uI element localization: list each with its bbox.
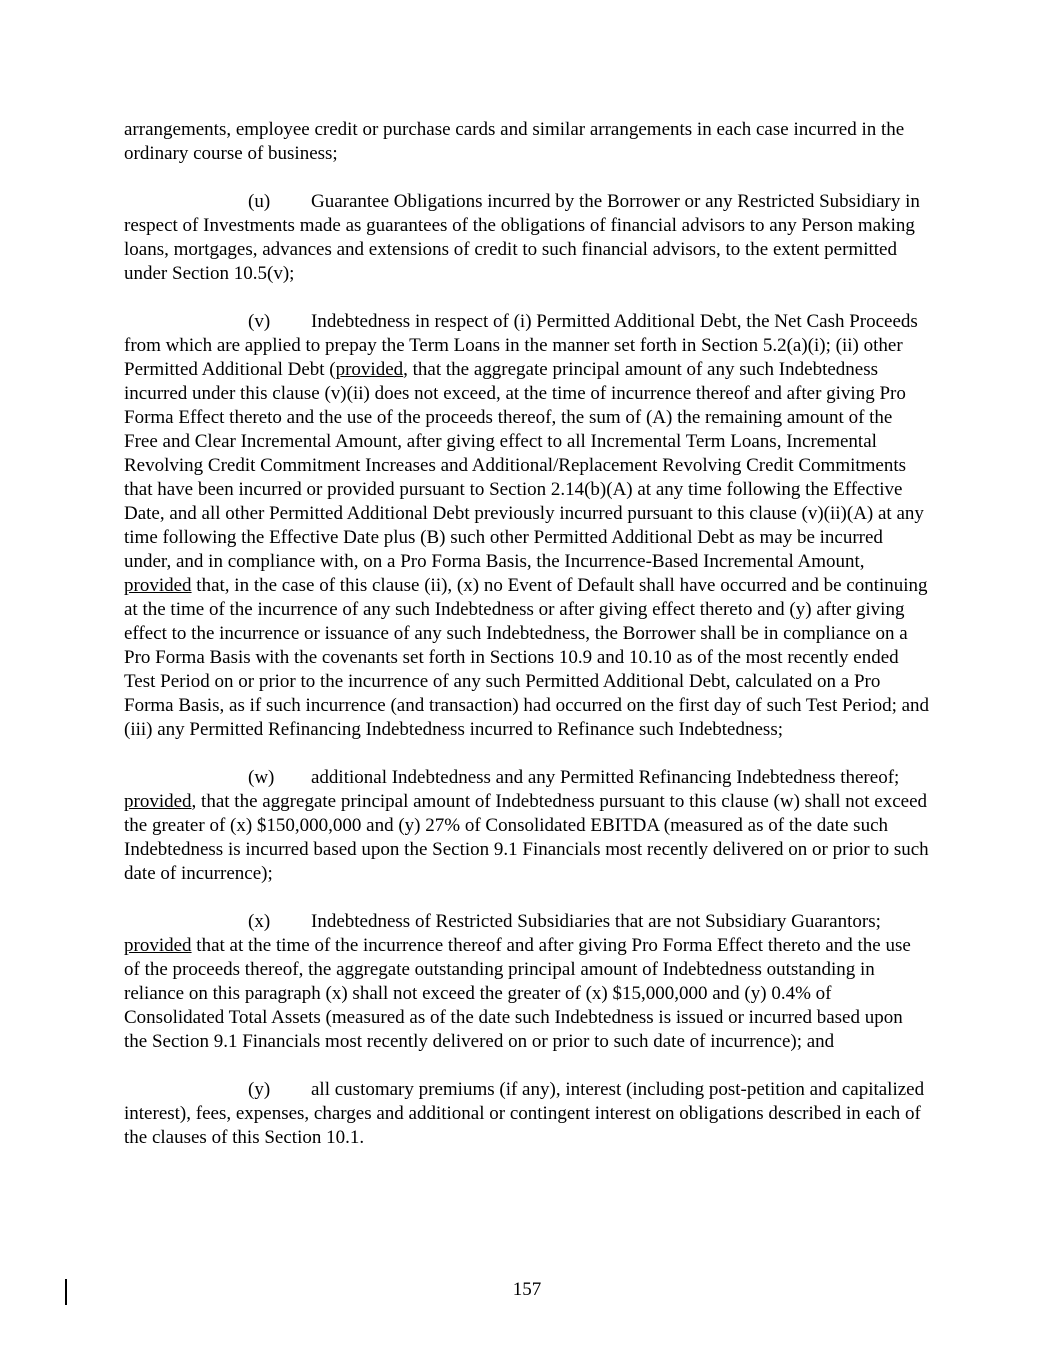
- text-run: that, in the case of this clause (ii), (x) no Event of Default shall have occurred and be continuing at the time of the incurrence of any such Indebtedness or after giving effect thereto and (y) after giving effect to the incurrence or issuance of any such Indebtedness, the Borrower shall be in compliance on a Pro Forma Basis with the covenants set forth in Sections 10.9 and 10.10 as of the most recently ended Test Period on or prior to the incurrence of any such Permitted Additional Debt, calculated on a Pro Forma Basis, as if such incurrence (and transaction) had occurred on the first day of such Test Period; and (iii) any Permitted Refinancing Indebtedness incurred to Refinance such Indebtedness;: [124, 575, 930, 740]
- paragraph-clause-v: [124, 310, 930, 742]
- underlined-term: provided: [124, 791, 192, 812]
- paragraph-clause-x: [124, 910, 930, 1054]
- document-text: [124, 118, 930, 1174]
- underlined-term: provided: [335, 359, 404, 380]
- text-run: Guarantee Obligations incurred by the Borrower or any Restricted Subsidiary in respect of Investments made as guarantees of the obligations of financial advisors to any Person making loans, mortgages, advances and extensions of credit to such financial advisors, to the extent permitted under Section 10.5(v);: [124, 191, 920, 284]
- page-number: 157: [512, 1279, 542, 1300]
- text-run: Indebtedness in respect of (i) Permitted Additional Debt, the Net Cash Proceeds from which are applied to prepay the Term Loans in the manner set forth in Section 5.2(a)(i); (ii) other Permitted Additional Debt (: [124, 311, 918, 380]
- page-footer: [124, 1278, 930, 1302]
- paragraph-clause-u: [124, 190, 930, 286]
- text-run: additional Indebtedness and any Permitted Refinancing Indebtedness thereof;: [311, 767, 900, 788]
- clause-letter: (v): [248, 311, 271, 332]
- text-run: arrangements, employee credit or purchase cards and similar arrangements in each case incurred in the ordinary course of business;: [124, 119, 905, 164]
- clause-letter: (x): [248, 911, 271, 932]
- clause-letter: (w): [248, 767, 275, 788]
- paragraph-continuation: [124, 118, 930, 166]
- paragraph-clause-w: [124, 766, 930, 886]
- text-run: , that the aggregate principal amount of Indebtedness pursuant to this clause (w) shall not exceed the greater of (x) $150,000,000 and (y) 27% of Consolidated EBITDA (measured as of the date such Indebtedness is incurred based upon the Section 9.1 Financials most recently delivered on or prior to such date of incurrence);: [124, 791, 929, 884]
- paragraph-clause-y: [124, 1078, 930, 1150]
- text-run: that at the time of the incurrence thereof and after giving Pro Forma Effect thereto and the use of the proceeds thereof, the aggregate outstanding principal amount of Indebtedness outstanding in reliance on this paragraph (x) shall not exceed the greater of (x) $15,000,000 and (y) 0.4% of Consolidated Total Assets (measured as of the date such Indebtedness is issued or incurred based upon the Section 9.1 Financials most recently delivered on or prior to such date of incurrence); and: [124, 935, 911, 1052]
- underlined-term: provided: [124, 575, 192, 596]
- underlined-term: provided: [124, 935, 192, 956]
- text-run: all customary premiums (if any), interest (including post-petition and capitalized interest), fees, expenses, charges and additional or contingent interest on obligations described in each of the clauses of this Section 10.1.: [124, 1079, 925, 1148]
- text-run: Indebtedness of Restricted Subsidiaries that are not Subsidiary Guarantors;: [311, 911, 881, 932]
- clause-letter: (y): [248, 1079, 271, 1100]
- revision-change-bar: [65, 1279, 67, 1305]
- text-run: , that the aggregate principal amount of any such Indebtedness incurred under this clause (v)(ii) does not exceed, at the time of incurrence thereof and after giving Pro Forma Effect thereto and the use of the proceeds thereof, the sum of (A) the remaining amount of the Free and Clear Incremental Amount, after giving effect to all Incremental Term Loans, Incremental Revolving Credit Commitment Increases and Additional/Replacement Revolving Credit Commitments that have been incurred or provided pursuant to Section 2.14(b)(A) at any time following the Effective Date, and all other Permitted Additional Debt previously incurred pursuant to this clause (v)(ii)(A) at any time following the Effective Date plus (B) such other Permitted Additional Debt as may be incurred under, and in compliance with, on a Pro Forma Basis, the Incurrence-Based Incremental Amount,: [124, 359, 924, 572]
- clause-letter: (u): [248, 191, 271, 212]
